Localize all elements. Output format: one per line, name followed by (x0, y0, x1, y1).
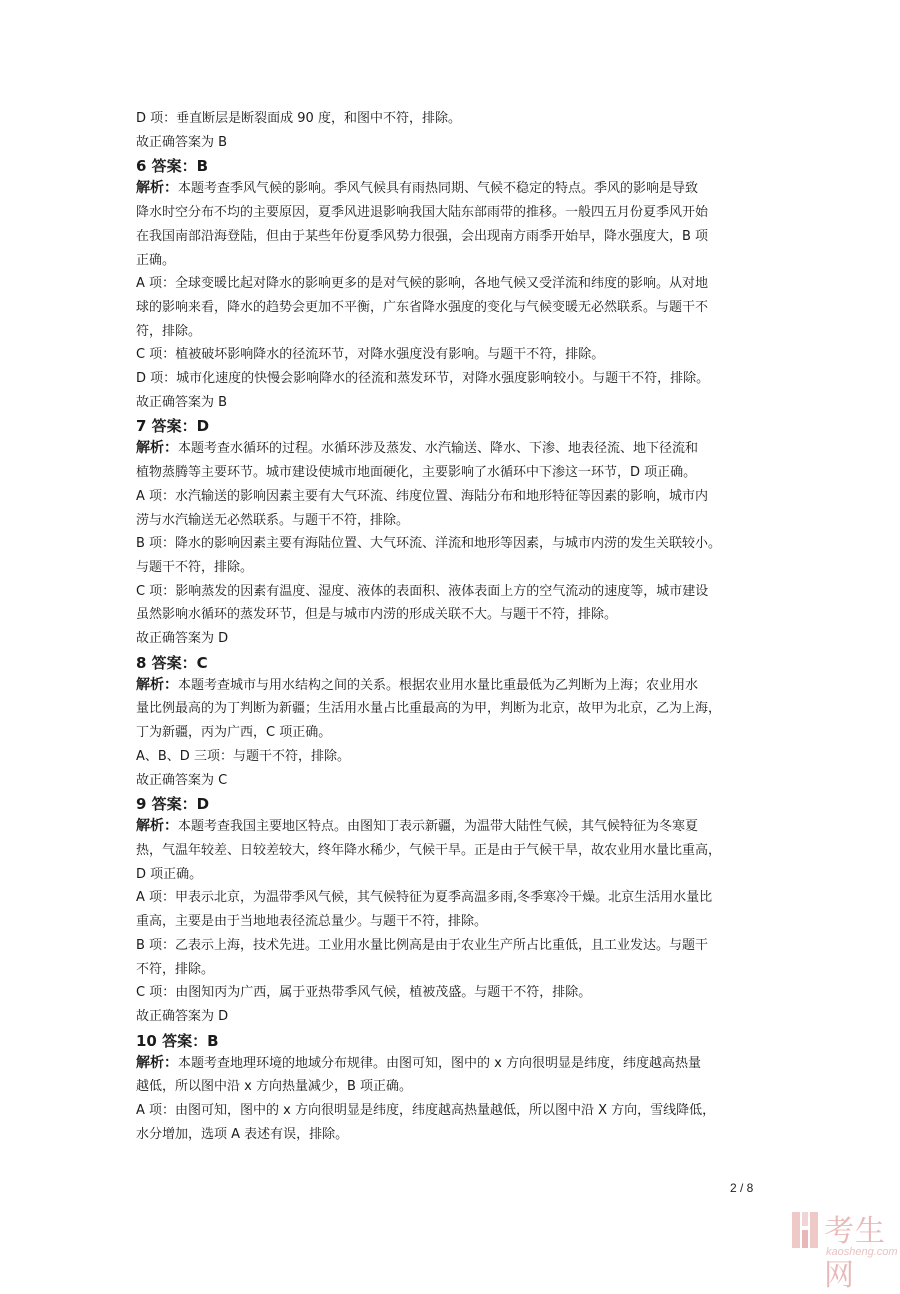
text-line: 故正确答案为 B (136, 134, 228, 150)
analysis-line (136, 437, 772, 461)
text-line: C 项：由图知丙为广西，属于亚热带季风气候，植被茂盛。与题干不符，排除。 (136, 985, 592, 1001)
text-line: 正确。 (136, 252, 176, 268)
analysis-line (136, 177, 772, 201)
text-line: D 项：垂直断层是断裂面成 90 度，和图中不符，排除。 (136, 111, 461, 126)
text-line: 越低，所以图中沿 x 方向热量减少，B 项正确。 (136, 1079, 413, 1095)
answer-heading: 10 答案：B (136, 1031, 219, 1050)
text-line: 在我国南部沿海登陆，但由于某些年份夏季风势力很强，会出现南方雨季开始早，降水强度大，B 项 (136, 228, 709, 244)
text-line: D 项：城市化速度的快慢会影响降水的径流和蒸发环节，对降水强度影响较小。与题干不符，排除。 (136, 371, 710, 387)
analysis-text: 本题考查城市与用水结构之间的关系。根据农业用水量比重最低为乙判断为上海；农业用水 (178, 677, 699, 693)
text-line: B 项：乙表示上海，技术先进。工业用水量比例高是由于农业生产所占比重低，且工业发达。与题干 (136, 937, 709, 953)
text-line: 重高，主要是由于当地地表径流总量少。与题干不符，排除。 (136, 914, 488, 930)
analysis-text: 本题考查地理环境的地域分布规律。由图可知，图中的 x 方向很明显是纬度，纬度越高热量 (178, 1055, 701, 1071)
answer-heading: 8 答案：C (136, 653, 208, 672)
text-line: 丁为新疆，丙为广西，C 项正确。 (136, 725, 332, 741)
text-line: 不符，排除。 (136, 961, 215, 977)
analysis-line (136, 674, 772, 698)
analysis-text: 本题考查我国主要地区特点。由图知丁表示新疆，为温带大陆性气候，其气候特征为冬寒夏 (178, 819, 699, 835)
analysis-text: 本题考查季风气候的影响。季风气候具有雨热同期、气候不稳定的特点。季风的影响是导致 (178, 181, 699, 197)
answer-heading: 7 答案：D (136, 417, 210, 436)
answer-heading: 6 答案：B (136, 157, 209, 176)
watermark-logo-text: 考生网 (824, 1214, 886, 1293)
text-line: 水分增加，选项 A 表述有误，排除。 (136, 1126, 349, 1142)
text-line: C 项：影响蒸发的因素有温度、湿度、液体的表面积、液体表面上方的空气流动的速度等，城市建设 (136, 583, 709, 599)
kaosheng-logo-icon (790, 1208, 820, 1252)
text-line: A 项：全球变暖比起对降水的影响更多的是对气候的影响，各地气候又受洋流和纬度的影响。从对地 (136, 276, 709, 292)
analysis-text: 本题考查水循环的过程。水循环涉及蒸发、水汽输送、降水、下渗、地表径流、地下径流和 (178, 441, 699, 457)
text-line: 故正确答案为 D (136, 631, 229, 647)
text-line: A 项：水汽输送的影响因素主要有大气环流、纬度位置、海陆分布和地形特征等因素的影响，城市内 (136, 488, 709, 504)
text-line: 与题干不符，排除。 (136, 559, 254, 575)
watermark (790, 1206, 900, 1293)
analysis-line (136, 815, 772, 839)
text-line: 故正确答案为 C (136, 772, 228, 788)
text-line: 符，排除。 (136, 323, 202, 339)
analysis-label: 解析： (136, 676, 178, 693)
answer-heading: 9 答案：D (136, 795, 210, 814)
text-line: A 项：甲表示北京，为温带季风气候，其气候特征为夏季高温多雨,冬季寒冷干燥。北京生活用水量比 (136, 890, 713, 906)
text-line: 量比例最高的为丁判断为新疆；生活用水量占比重最高的为甲，判断为北京，故甲为北京，乙为上海， (136, 701, 722, 717)
analysis-line (136, 1052, 772, 1076)
analysis-label: 解析： (136, 440, 178, 457)
text-line: D 项正确。 (136, 866, 203, 882)
text-line: B 项：降水的影响因素主要有海陆位置、大气环流、洋流和地形等因素，与城市内涝的发生关联较小。 (136, 536, 722, 552)
analysis-label: 解析： (136, 818, 178, 835)
text-line: A 项：由图可知，图中的 x 方向很明显是纬度，纬度越高热量越低，所以图中沿 X 方向，雪线降低， (136, 1103, 716, 1119)
text-line: C 项：植被破坏影响降水的径流环节，对降水强度没有影响。与题干不符，排除。 (136, 347, 605, 363)
analysis-label: 解析： (136, 180, 178, 197)
text-line: 故正确答案为 B (136, 394, 228, 410)
text-line: 植物蒸腾等主要环节。城市建设使城市地面硬化，主要影响了水循环中下渗这一环节，D 项正确。 (136, 465, 697, 481)
text-line: 热，气温年较差、日较差较大，终年降水稀少，气候干旱。正是由于气候干旱，故农业用水量比重高， (136, 842, 722, 858)
watermark-url: kaosheng.com (826, 1246, 898, 1258)
text-line: 球的影响来看，降水的趋势会更加不平衡，广东省降水强度的变化与气候变暖无必然联系。与题干不 (136, 299, 709, 315)
text-line: 故正确答案为 D (136, 1008, 229, 1024)
page-number: 2 / 8 (730, 1181, 754, 1195)
text-line: A、B、D 三项：与题干不符，排除。 (136, 748, 350, 764)
analysis-label: 解析： (136, 1054, 178, 1071)
text-line: 降水时空分布不均的主要原因，夏季风进退影响我国大陆东部雨带的推移。一般四五月份夏季风开始 (136, 205, 709, 221)
text-line: 虽然影响水循环的蒸发环节，但是与城市内涝的形成关联不大。与题干不符，排除。 (136, 607, 618, 623)
answer-content (136, 107, 772, 1146)
text-line: 涝与水汽输送无必然联系。与题干不符，排除。 (136, 512, 410, 528)
